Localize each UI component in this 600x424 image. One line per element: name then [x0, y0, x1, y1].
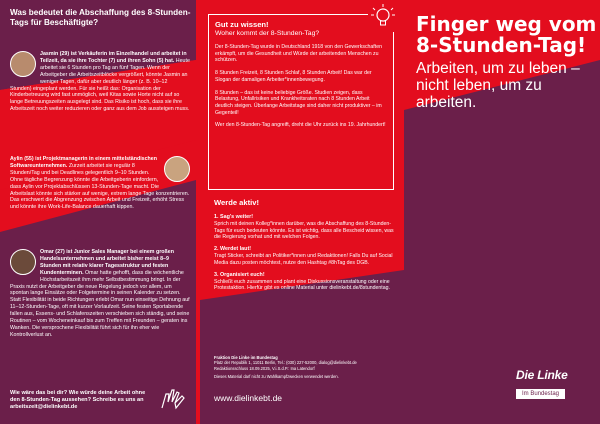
info-paragraph-4: Wer den 8-Stunden-Tag angreift, dreht die Uhr zurück ins 19. Jahrhundert! — [215, 122, 386, 129]
left-title: Was bedeutet die Abschaffung des 8-Stunden-Tags für Beschäftigte? — [10, 8, 191, 27]
story-jasmin — [10, 51, 190, 113]
info-paragraph-1: Der 8-Stunden-Tag wurde in Deutschland 1918 von den Gewerkschaften erkämpft, um die Gesundheit und Würde der arbeitenden Menschen zu schützen. — [215, 44, 382, 64]
avatar-aylin — [164, 156, 190, 182]
story-omar — [10, 249, 190, 339]
info-paragraph-2: 8 Stunden Freizeit, 8 Stunden Schlaf, 8 Stunden Arbeit! Das war der Slogan der damaligen Arbeiter*innenbewegung. — [215, 70, 372, 83]
omar-bold: Omar (27) ist Junior Sales Manager bei einem großen Handelsunternehmen und arbeitet bisher meist 8–9 Stunden mit relativ klarer Tagesstruktur und festen Kundenterminen. — [40, 249, 174, 276]
aktiv-list — [214, 214, 396, 297]
aktiv-3-text: Schließt euch zusammen und plant eine Diskussionsveranstaltung oder eine Protestaktion. Hierfür gibt es online Material unter dielinkebt.de/8stundentag. — [214, 278, 390, 292]
info-paragraph-3: 8 Stunden – das ist keine beliebige Größe. Studien zeigen, dass Belastung, Unfallrisiken und Krankheitsraten nach 8 Stunden Arbeit deutlich steigen. Überlange Arbeitstage sind daher nicht produktiver – im Gegenteil! — [215, 89, 382, 116]
info-title: Gut zu wissen! — [215, 20, 269, 29]
left-column — [6, 6, 192, 418]
logo-text-bottom: Im Bundestag — [516, 389, 565, 399]
logo-text-top: Die Linke — [516, 368, 568, 382]
aktiv-2-heading: 2. Werdet laut! — [214, 246, 252, 253]
lightbulb-icon — [368, 2, 398, 32]
aktiv-2-text: Tragt Sticker, schreibt an Politiker*innen und Redaktionen! Falls Du auf Social Media dazu posten möchtest, nutze den Hashtag #8hTag des DGB. — [214, 253, 393, 266]
aktiv-1-text: Sprich mit deinen Kolleg*innen darüber, was die Abschaffung des 8-Stunden-Tags für euch bedeuten könnte. Es ist wichtig, dass alle Bescheid wissen, was die Regierung vorhat und mit welchen Folgen. — [214, 221, 394, 241]
imprint-line-1: Fraktion Die Linke im Bundestag — [214, 355, 278, 360]
info-box — [208, 14, 394, 190]
story-aylin — [10, 156, 190, 211]
aktiv-1-heading: 1. Sag's weiter! — [214, 214, 254, 220]
middle-column — [200, 0, 400, 424]
website-link[interactable]: www.dielinkebt.de — [214, 393, 283, 403]
imprint-line-3: Redaktionsschluss 18.09.2025, V.i.S.d.P.: Ina Latendorf — [214, 365, 315, 371]
aktiv-title: Werde aktiv! — [214, 198, 260, 207]
omar-text: Omar hatte gehofft, dass die wöchentliche Höchstarbeitszeit ihm mehr Selbstbestimmung bringt. In der Praxis nutzt der Arbeitgeber die neue Regelung jedoch vor allem, um spontan lange Einsätze oder Folgetermine in seinen Kalender zu setzen. Statt Flexibilität in beide Richtungen erlebt Omar nun einseitige Dehnung auf 11–12-Stunden-Tage, oft mit kurzer Vorlaufzeit. Seine festen Sportabende fallen aus, Essens- und Schlafenszeiten verschieben sich ständig, und seine Routinen – vom Wocheneinkauf bis zum Treffen mit Freunden – geraten ins Wanken. Die versprochene Flexibilität führt sich für ihn eher wie Kontrollverlust an. — [10, 269, 190, 338]
avatar-jasmin — [10, 51, 36, 77]
imprint-line-2: Platz der Republik 1, 11011 Berlin, Tel.: (030) 227-52000, dialog@dielinkebt.de — [214, 360, 357, 366]
aylin-bold: Aylin (55) ist Projektmanagerin in einem mittelständischen Softwareunternehmen. — [10, 156, 157, 169]
party-logo — [516, 368, 600, 412]
aylin-text: Zurzeit arbeitet sie regulär 8 Stunden/Tag und bei Deadlines gelegentlich 9–10 Stunden. Ohne tägliche Begrenzung könnte die Arbeitgeberin einfordern, dass Aylin vor Projektabschlüssen 13-Stunden-Tage macht. Die Arbeitslast könnte sich stärker auf wenige, extrem lange Tage konzentrieren. Das erschwert die Abgrenzung zwischen Arbeit und Freizeit, erhöht Stress und könnte ihre Work-Life-Balance dauerhaft kippen. — [10, 162, 190, 211]
imprint — [214, 355, 396, 380]
closing-question: Wie wäre das bei dir? Wie würde deine Arbeit ohne den 8-Stunden-Tag aussehen? Schreibe es uns an arbeitszeit@dielinkebt.de — [10, 390, 146, 410]
headline: Finger weg vom 8-Stunden-Tag! — [416, 12, 597, 57]
hands-icon — [158, 386, 188, 412]
info-subtitle: Woher kommt der 8-Stunden-Tag? — [215, 30, 320, 37]
aktiv-3-heading: 3. Organisiert euch! — [214, 271, 265, 278]
jasmin-bold: Jasmin (29) ist Verkäuferin im Einzelhandel und arbeitet in Teilzeit, da sie ihre Tochter (7) und ihren Sohn (5) hat. — [40, 51, 187, 64]
imprint-line-4: Dieses Material darf nicht zu Wahlkampfzwecken verwendet werden. — [214, 374, 339, 380]
jasmin-text: Heute arbeitet sie 6 Stunden pro Tag an fünf Tagen. Wenn der Arbeitgeber die Arbeitszeitblöcke vergrößert, könnte Jasmin an weniger Tagen, dafür aber deutlich länger (z. B. 10–12 Stunden) eingeplant werden. Für sie heißt das: Organisation der Kinderbetreuung wird fast unmöglich, weil Kitas sowie Horte nicht auf so lange Betreuungszeiten ausgelegt sind. Das Risiko ist hoch, dass sie ihre Arbeitszeit noch weiter reduzieren oder ganz aus dem Job aussteigen muss. — [10, 57, 190, 113]
avatar-omar — [10, 249, 36, 275]
right-column — [408, 0, 600, 424]
subline: Arbeiten, um zu leben – nicht leben, um zu arbeiten. — [416, 60, 580, 111]
